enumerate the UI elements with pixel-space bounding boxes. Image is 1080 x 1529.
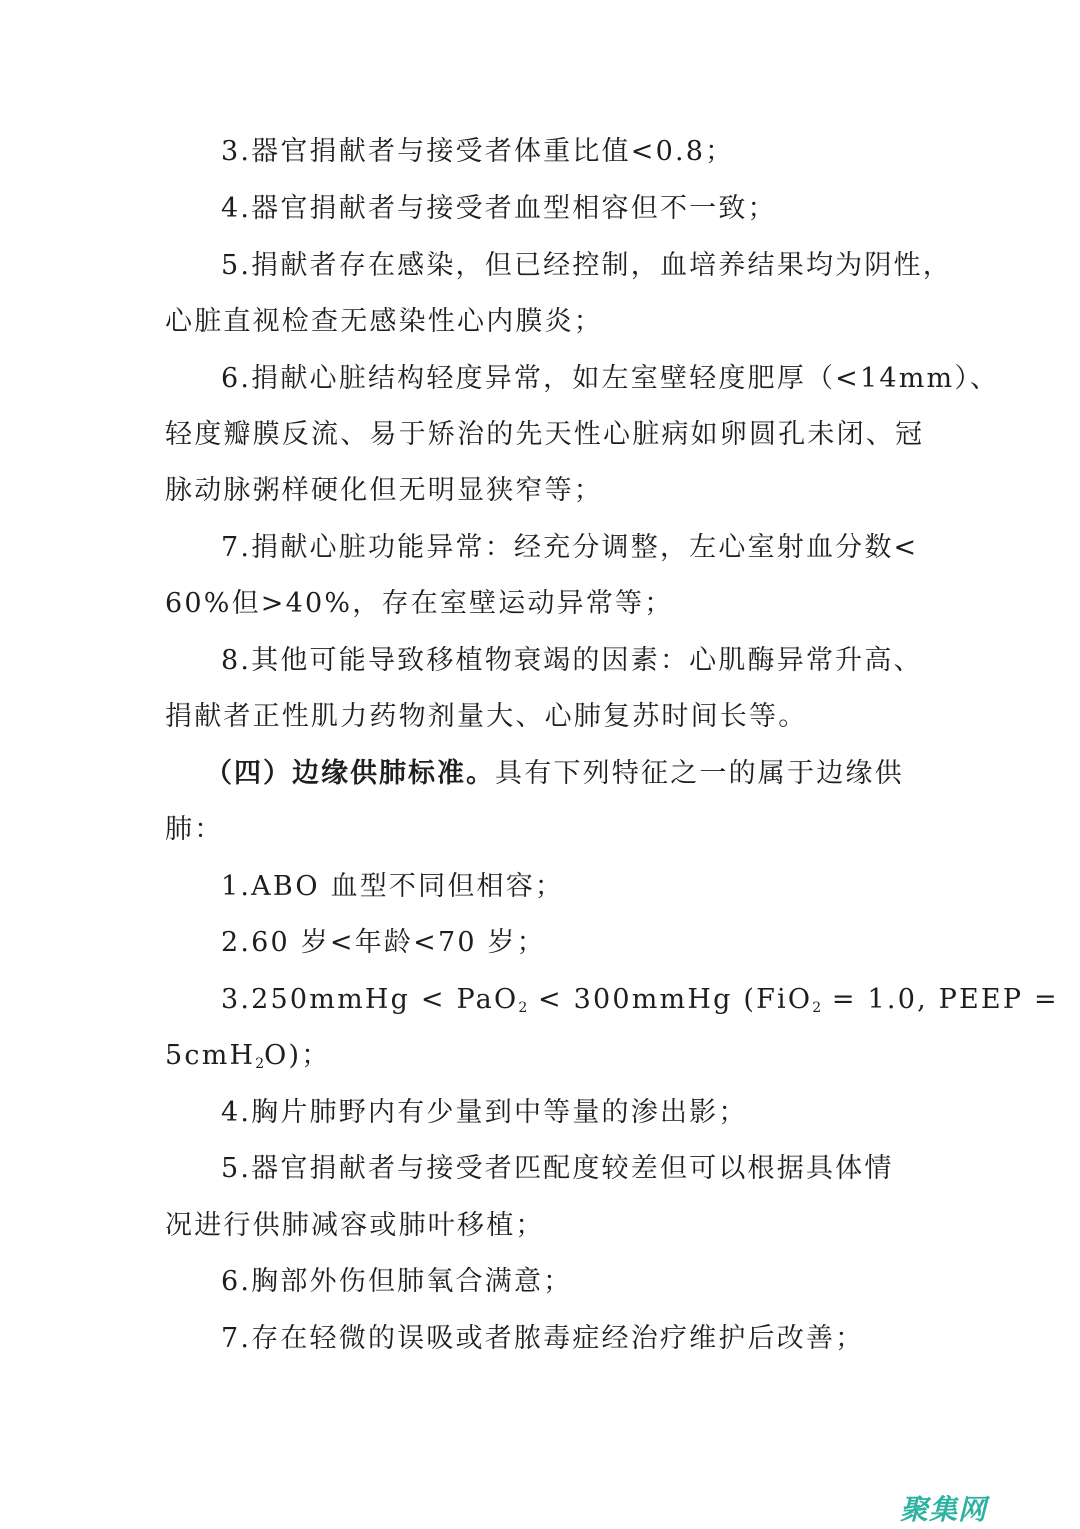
- formula-text: 5cmH: [165, 1040, 256, 1071]
- paragraph-line: 5.捐献者存在感染，但已经控制，血培养结果均为阴性，: [221, 250, 952, 281]
- list-item: 1.ABO 血型不同但相容；: [221, 871, 565, 902]
- list-item-continuation: 况进行供肺减容或肺叶移植；: [165, 1210, 545, 1241]
- list-item: 5.器官捐献者与接受者匹配度较差但可以根据具体情: [221, 1153, 894, 1184]
- subscript: 2: [518, 1000, 528, 1016]
- list-item: 6.胸部外伤但肺氧合满意；: [221, 1266, 573, 1297]
- list-item: 2.60 岁<年龄<70 岁；: [221, 927, 546, 958]
- section-heading-title: （四）边缘供肺标准。: [205, 758, 495, 789]
- section-heading-text: 具有下列特征之一的属于边缘供: [495, 758, 904, 789]
- paragraph-line: 心脏直视检查无感染性心内膜炎；: [165, 306, 603, 337]
- list-item: 4.胸片肺野内有少量到中等量的渗出影；: [221, 1097, 748, 1128]
- list-item: 7.存在轻微的误吸或者脓毒症经治疗维护后改善；: [221, 1323, 865, 1354]
- formula-text: = 1.0, PEEP =: [821, 984, 1059, 1015]
- paragraph-line: 7.捐献心脏功能异常：经充分调整，左心室射血分数<: [221, 532, 919, 563]
- subscript: 2: [255, 1056, 265, 1072]
- section-heading: [205, 757, 904, 791]
- paragraph-line: 脉动脉粥样硬化但无明显狭窄等；: [165, 475, 603, 506]
- watermark-logo: 聚集网: [900, 1493, 988, 1526]
- list-item-continuation: [165, 1039, 330, 1081]
- paragraph-line: 捐献者正性肌力药物剂量大、心肺复苏时间长等。: [165, 701, 808, 732]
- paragraph-line: 轻度瓣膜反流、易于矫治的先天性心脏病如卵圆孔未闭、冠: [165, 419, 925, 450]
- paragraph-line: 6.捐献心脏结构轻度异常，如左室壁轻度肥厚（<14mm）、: [221, 363, 1000, 394]
- paragraph-line: 8.其他可能导致移植物衰竭的因素：心肌酶异常升高、: [221, 645, 923, 676]
- paragraph-line: 60%但>40%，存在室壁运动异常等；: [165, 588, 674, 619]
- paragraph-line: 4.器官捐献者与接受者血型相容但不一致；: [221, 193, 777, 224]
- formula-text: O)；: [264, 1040, 331, 1071]
- formula-text: 3.250mmHg < PaO: [221, 984, 519, 1015]
- section-heading-continuation: 肺：: [165, 814, 224, 845]
- list-item: [221, 983, 1059, 1025]
- formula-text: < 300mmHg (FiO: [527, 984, 813, 1015]
- subscript: 2: [812, 1000, 822, 1016]
- paragraph-line: 3.器官捐献者与接受者体重比值<0.8；: [221, 136, 735, 167]
